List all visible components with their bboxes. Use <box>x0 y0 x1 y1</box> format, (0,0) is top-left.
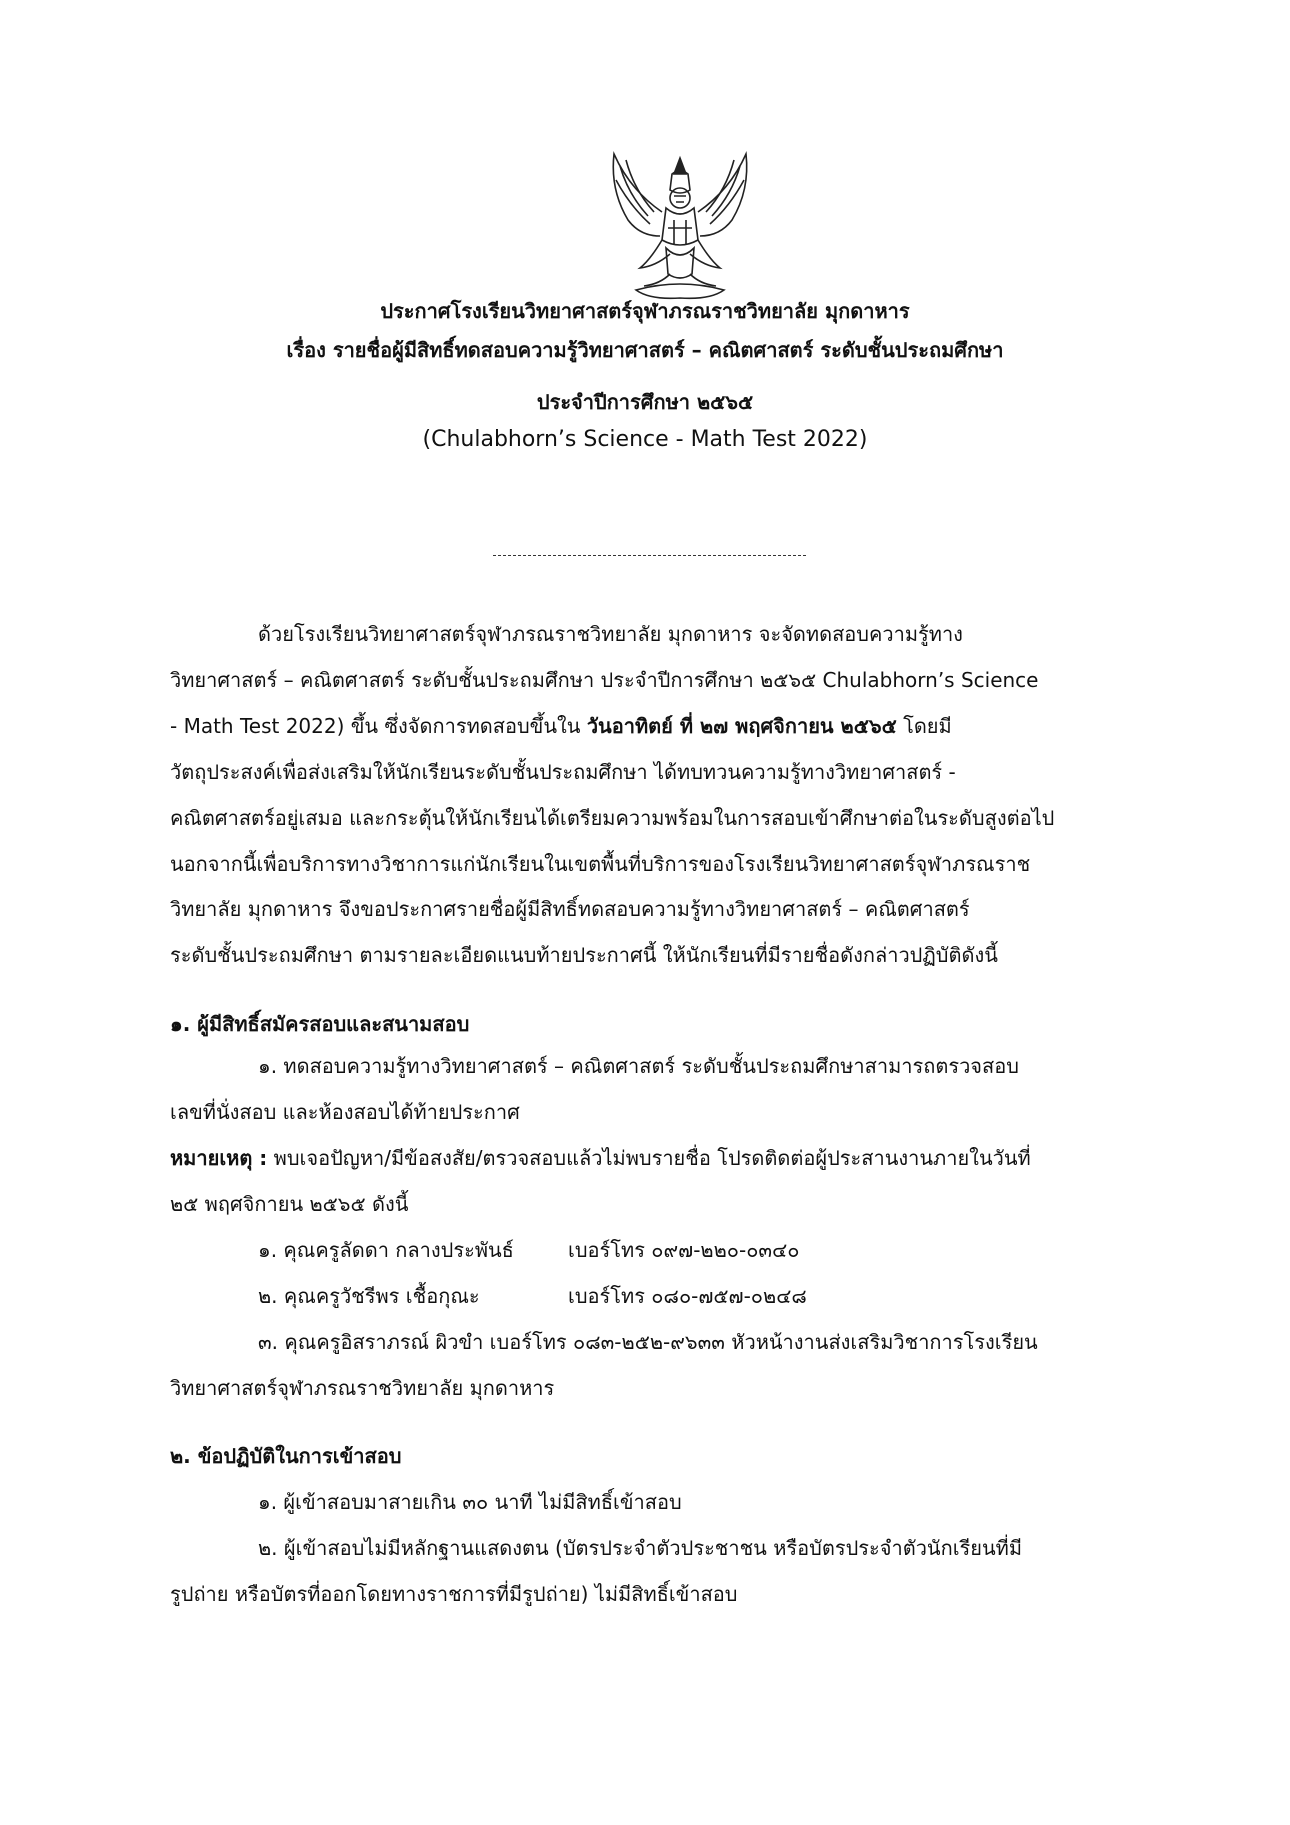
title-divider <box>493 555 806 556</box>
section-1-item-1-cont: เลขที่นั่งสอบ และห้องสอบได้ท้ายประกาศ <box>170 1100 520 1124</box>
intro-line-4: วัตถุประสงค์เพื่อส่งเสริมให้นักเรียนระดับชั้นประถมศึกษา ได้ทบทวนความรู้ทางวิทยาศาสตร์ - <box>170 760 956 784</box>
intro-line-5: คณิตศาสตร์อยู่เสมอ และกระตุ้นให้นักเรียนได้เตรียมความพร้อมในการสอบเข้าศึกษาต่อในระดับสูงต่อไป <box>170 806 1055 830</box>
contact-1-phone: เบอร์โทร ๐๙๗-๒๒๐-๐๓๔๐ <box>568 1238 800 1262</box>
announcement-subject: เรื่อง รายชื่อผู้มีสิทธิ์ทดสอบความรู้วิทยาศาสตร์ – คณิตศาสตร์ ระดับชั้นประถมศึกษา <box>286 338 1004 362</box>
section-2-item-2: ๒. ผู้เข้าสอบไม่มีหลักฐานแสดงตน (บัตรประจำตัวประชาชน หรือบัตรประจำตัวนักเรียนที่มี <box>258 1536 1023 1560</box>
contact-3: ๓. คุณครูอิสราภรณ์ ผิวขำ เบอร์โทร ๐๘๓-๒๕๒-๙๖๓๓ หัวหน้างานส่งเสริมวิชาการโรงเรียน <box>258 1330 1038 1354</box>
exam-date: วันอาทิตย์ ที่ ๒๗ พฤศจิกายน ๒๕๖๕ <box>586 714 897 738</box>
intro-line-1: ด้วยโรงเรียนวิทยาศาสตร์จุฬาภรณราชวิทยาลัย มุกดาหาร จะจัดทดสอบความรู้ทาง <box>258 622 963 646</box>
academic-year: ประจำปีการศึกษา ๒๕๖๕ <box>536 390 754 414</box>
contact-2-name: ๒. คุณครูวัชรีพร เชื้อกุณะ <box>258 1284 480 1308</box>
intro-line-8: ระดับชั้นประถมศึกษา ตามรายละเอียดแนบท้ายประกาศนี้ ให้นักเรียนที่มีรายชื่อดังกล่าวปฏิบัติดังนี้ <box>170 943 998 967</box>
contact-1 <box>258 1234 799 1266</box>
note-label: หมายเหตุ : <box>170 1146 268 1170</box>
section-1-heading: ๑. ผู้มีสิทธิ์สมัครสอบและสนามสอบ <box>170 1012 470 1036</box>
note-text: พบเจอปัญหา/มีข้อสงสัย/ตรวจสอบแล้วไม่พบรายชื่อ โปรดติดต่อผู้ประสานงานภายในวันที่ <box>267 1146 1031 1170</box>
contact-1-name: ๑. คุณครูลัดดา กลางประพันธ์ <box>258 1238 514 1262</box>
section-2-heading: ๒. ข้อปฏิบัติในการเข้าสอบ <box>170 1444 402 1468</box>
garuda-emblem-icon <box>600 150 760 305</box>
intro-line-3 <box>170 710 952 742</box>
english-title: (Chulabhorn’s Science - Math Test 2022) <box>422 427 868 452</box>
section-2-item-1: ๑. ผู้เข้าสอบมาสายเกิน ๓๐ นาที ไม่มีสิทธิ์เข้าสอบ <box>258 1490 682 1514</box>
announcement-title: ประกาศโรงเรียนวิทยาศาสตร์จุฬาภรณราชวิทยาลัย มุกดาหาร <box>380 299 910 323</box>
contact-2-phone: เบอร์โทร ๐๘๐-๗๕๗-๐๒๔๘ <box>568 1284 807 1308</box>
contact-3-cont: วิทยาศาสตร์จุฬาภรณราชวิทยาลัย มุกดาหาร <box>170 1376 555 1400</box>
section-2-item-2-cont: รูปถ่าย หรือบัตรที่ออกโดยทางราชการที่มีรูปถ่าย) ไม่มีสิทธิ์เข้าสอบ <box>170 1582 738 1606</box>
intro-line-6: นอกจากนี้เพื่อบริการทางวิชาการแก่นักเรียนในเขตพื้นที่บริการของโรงเรียนวิทยาศาสตร์จุฬาภรณราช <box>170 852 1031 876</box>
note-line <box>170 1142 1031 1174</box>
intro-line-3-start: - Math Test 2022) ขึ้น ซึ่งจัดการทดสอบขึ้นใน <box>170 714 587 738</box>
section-1-item-1: ๑. ทดสอบความรู้ทางวิทยาศาสตร์ – คณิตศาสตร์ ระดับชั้นประถมศึกษาสามารถตรวจสอบ <box>258 1054 1019 1078</box>
intro-line-3-end: โดยมี <box>896 714 952 738</box>
intro-line-7: วิทยาลัย มุกดาหาร จึงขอประกาศรายชื่อผู้มีสิทธิ์ทดสอบความรู้ทางวิทยาศาสตร์ – คณิตศาสตร์ <box>170 897 970 921</box>
intro-line-2: วิทยาศาสตร์ – คณิตศาสตร์ ระดับชั้นประถมศึกษา ประจำปีการศึกษา ๒๕๖๕ Chulabhorn’s Science <box>170 668 1039 692</box>
note-line-2: ๒๕ พฤศจิกายน ๒๕๖๕ ดังนี้ <box>170 1192 409 1216</box>
contact-2 <box>258 1280 807 1312</box>
